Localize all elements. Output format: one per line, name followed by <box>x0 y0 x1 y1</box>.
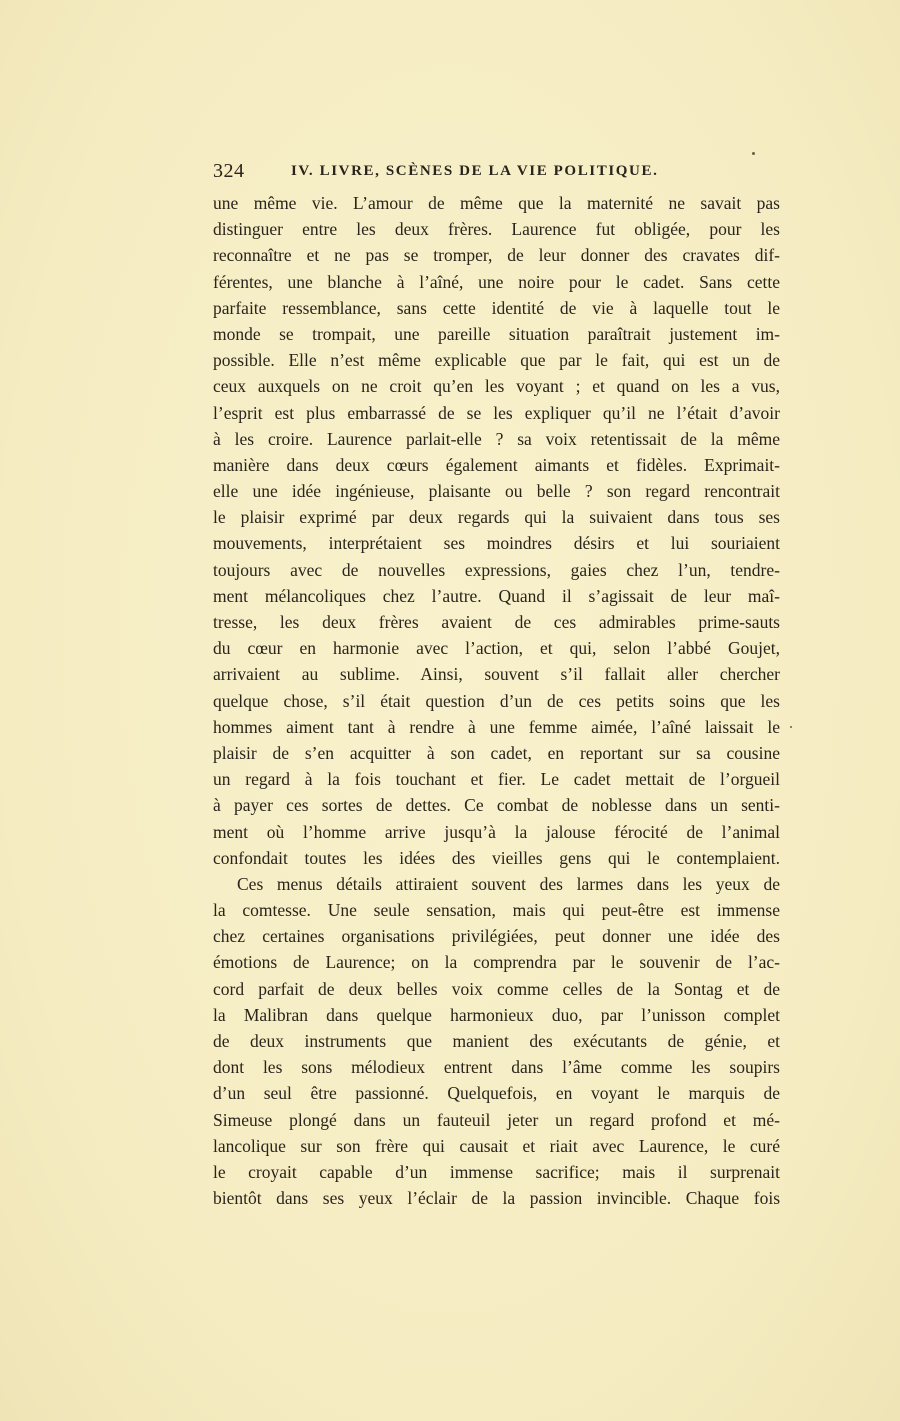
page-number: 324 <box>213 160 245 182</box>
text-line <box>213 1107 780 1133</box>
text-line-content: reconnaître et ne pas se tromper, de leur donner des cravates dif- <box>213 245 780 266</box>
text-line-content: possible. Elle n’est même explicable que par le fait, qui est un de <box>213 350 780 371</box>
text-line <box>213 426 780 452</box>
text-line <box>213 1133 780 1159</box>
text-line <box>213 1080 780 1106</box>
text-line-content: émotions de Laurence; on la comprendra par le souvenir de l’ac- <box>213 952 780 973</box>
text-line <box>213 1159 780 1185</box>
text-line <box>213 216 780 242</box>
text-line <box>213 504 780 530</box>
text-line-content: quelque chose, s’il était question d’un de ces petits soins que les <box>213 690 780 711</box>
text-line-content: chez certaines organisations privilégiées, peut donner une idée des <box>213 926 780 947</box>
text-line <box>213 714 780 740</box>
text-line <box>213 530 780 556</box>
text-line-content: lancolique sur son frère qui causait et riait avec Laurence, le curé <box>213 1135 780 1156</box>
text-line-content: cord parfait de deux belles voix comme celles de la Sontag et de <box>213 978 780 999</box>
text-line <box>213 845 780 871</box>
page-header <box>213 160 780 184</box>
text-line-content: à les croire. Laurence parlait-elle ? sa voix retentissait de la même <box>213 428 780 449</box>
text-line <box>213 1028 780 1054</box>
text-line-content: tresse, les deux frères avaient de ces admirables prime-sauts <box>213 612 780 632</box>
text-line <box>213 452 780 478</box>
text-line <box>213 1054 780 1080</box>
text-line-content: elle une idée ingénieuse, plaisante ou belle ? son regard rencontrait <box>213 481 780 502</box>
text-line <box>213 923 780 949</box>
text-line <box>213 661 780 687</box>
text-line-content: le croyait capable d’un immense sacrifice; mais il surprenait <box>213 1161 780 1182</box>
text-line-content: distinguer entre les deux frères. Laurence fut obligée, pour les <box>213 219 780 240</box>
text-line <box>213 347 780 373</box>
text-line-content: ment où l’homme arrive jusqu’à la jalouse férocité de l’animal <box>213 821 780 842</box>
running-title: IV. LIVRE, SCÈNES DE LA VIE POLITIQUE. <box>291 163 659 179</box>
text-line-content: toujours avec de nouvelles expressions, gaies chez l’un, tendre- <box>213 559 780 580</box>
text-line-content: férentes, une blanche à l’aîné, une noire pour le cadet. Sans cette <box>213 271 780 292</box>
text-line-content: parfaite ressemblance, sans cette identité de vie à laquelle tout le <box>213 297 780 318</box>
paper-speck <box>790 726 792 728</box>
text-line-content: l’esprit est plus embarrassé de se les expliquer qu’il ne l’était d’avoir <box>213 402 780 423</box>
text-line <box>213 819 780 845</box>
text-line <box>213 373 780 399</box>
text-line <box>213 871 780 897</box>
text-line-content: du cœur en harmonie avec l’action, et qui, selon l’abbé Goujet, <box>213 638 780 659</box>
text-line-content: une même vie. L’amour de même que la maternité ne savait pas <box>213 193 780 213</box>
text-line <box>213 295 780 321</box>
text-line-content: Ces menus détails attiraient souvent des larmes dans les yeux de <box>237 873 780 894</box>
text-line <box>213 635 780 661</box>
text-line <box>213 557 780 583</box>
text-line-content: d’un seul être passionné. Quelquefois, en voyant le marquis de <box>213 1083 780 1104</box>
text-line-content: la comtesse. Une seule sensation, mais qui peut-être est immense <box>213 900 780 921</box>
page-body-text <box>213 190 780 1211</box>
paper-speck <box>752 152 755 155</box>
text-line <box>213 766 780 792</box>
text-line-content: de deux instruments que manient des exécutants de génie, et <box>213 1031 780 1051</box>
text-line <box>213 792 780 818</box>
text-line-content: à payer ces sortes de dettes. Ce combat de noblesse dans un senti- <box>213 795 780 816</box>
text-line <box>213 740 780 766</box>
text-line <box>213 190 780 216</box>
text-line-content: mouvements, interprétaient ses moindres désirs et lui souriaient <box>213 533 780 554</box>
text-line <box>213 583 780 609</box>
text-line <box>213 1002 780 1028</box>
text-line <box>213 897 780 923</box>
text-line <box>213 1185 780 1211</box>
text-line <box>213 688 780 714</box>
text-line-content: confondait toutes les idées des vieilles gens qui le contemplaient. <box>213 847 780 868</box>
text-line-content: plaisir de s’en acquitter à son cadet, en reportant sur sa cousine <box>213 742 780 763</box>
text-line <box>213 400 780 426</box>
text-line-content: ment mélancoliques chez l’autre. Quand il s’agissait de leur maî- <box>213 585 780 606</box>
text-line-content: manière dans deux cœurs également aimants et fidèles. Exprimait- <box>213 454 780 475</box>
text-line-content: arrivaient au sublime. Ainsi, souvent s’il fallait aller chercher <box>213 664 780 685</box>
text-line <box>213 242 780 268</box>
text-line <box>213 949 780 975</box>
text-line-content: monde se trompait, une pareille situation paraîtrait justement im- <box>213 323 780 344</box>
text-line <box>213 321 780 347</box>
text-line-content: dont les sons mélodieux entrent dans l’âme comme les soupirs <box>213 1057 780 1078</box>
text-line <box>213 976 780 1002</box>
text-line-content: hommes aiment tant à rendre à une femme aimée, l’aîné laissait le <box>213 716 780 737</box>
text-line-content: la Malibran dans quelque harmonieux duo, par l’unisson complet <box>213 1004 780 1025</box>
text-line <box>213 609 780 635</box>
text-line-content: ceux auxquels on ne croit qu’en les voyant ; et quand on les a vus, <box>213 376 780 397</box>
text-line-content: Simeuse plongé dans un fauteuil jeter un regard profond et mé- <box>213 1109 780 1130</box>
text-line <box>213 478 780 504</box>
text-line-content: un regard à la fois touchant et fier. Le cadet mettait de l’orgueil <box>213 769 780 790</box>
text-line-content: le plaisir exprimé par deux regards qui la suivaient dans tous ses <box>213 507 780 528</box>
text-line-content: bientôt dans ses yeux l’éclair de la passion invincible. Chaque fois <box>213 1188 780 1209</box>
text-line <box>213 269 780 295</box>
